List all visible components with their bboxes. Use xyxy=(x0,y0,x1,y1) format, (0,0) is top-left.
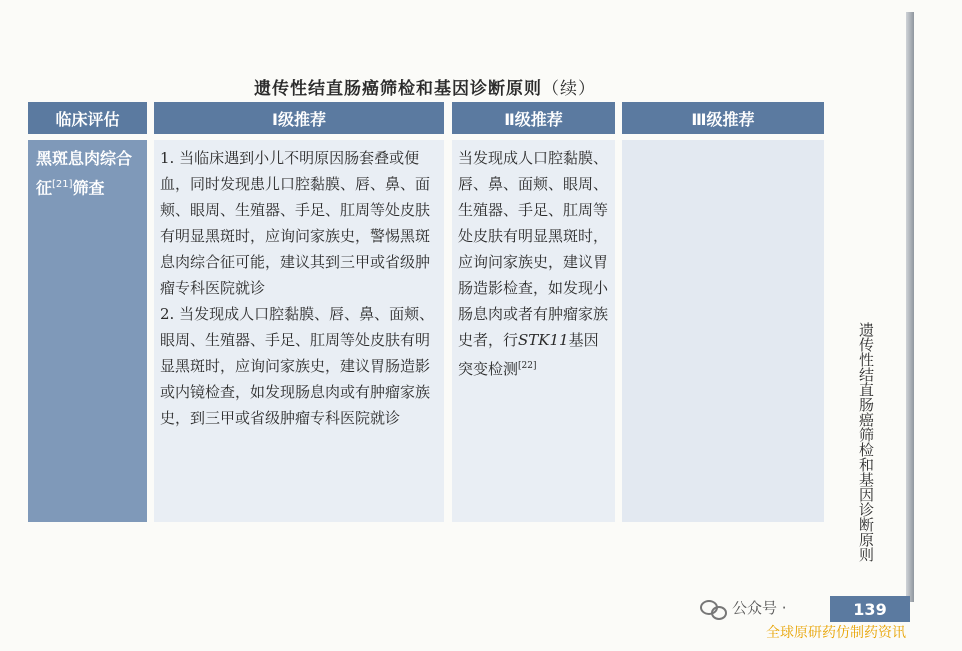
assessment-ref: [21] xyxy=(52,179,73,190)
level1-item-2: 2. 当发现成人口腔黏膜、唇、鼻、面颊、眼周、生殖器、手足、肛周等处皮肤有明显黑斑时，应询问家族史，建议胃肠造影或内镜检查，如发现肠息肉或有肿瘤家族史，到三甲或省级肿瘤专科医院就诊 xyxy=(160,305,435,427)
level2-text: 当发现成人口腔黏膜、唇、鼻、面颊、眼周、生殖器、手足、肛周等处皮肤有明显黑斑时，应询问家族史，建议胃肠造影检查，如发现小肠息肉或者有肿瘤家族史者，行 xyxy=(458,149,609,349)
assessment-name: 黑斑息肉综合征 xyxy=(36,149,133,198)
header-level1: Ⅰ级推荐 xyxy=(154,102,444,134)
level2-ref: [22] xyxy=(518,361,537,371)
assessment-tail: 筛查 xyxy=(72,178,105,198)
cell-level2 xyxy=(452,140,615,522)
page-edge xyxy=(906,12,914,602)
level2-gene: STK11 xyxy=(518,331,569,349)
wechat-icon xyxy=(700,598,726,618)
header-clinical-assessment: 临床评估 xyxy=(28,102,147,134)
cell-level1 xyxy=(154,140,444,522)
page-number: 139 xyxy=(830,596,910,622)
wechat-badge xyxy=(700,597,787,618)
side-chapter-label: 遗传性结直肠癌筛检和基因诊断原则 xyxy=(857,322,875,562)
wechat-account-name: 全球原研药仿制药资讯 xyxy=(766,625,906,641)
wechat-prefix: 公众号 · xyxy=(732,599,787,617)
level1-item-1: 1. 当临床遇到小儿不明原因肠套叠或便血，同时发现患儿口腔黏膜、唇、鼻、面颊、眼周、生殖器、手足、肛周等处皮肤有明显黑斑时，应询问家族史，警惕黑斑息肉综合征可能，建议其到三甲或省级肿瘤专科医院就诊 xyxy=(160,149,431,297)
title-suffix: （续） xyxy=(542,79,596,99)
header-level2: Ⅱ级推荐 xyxy=(452,102,615,134)
cell-clinical-assessment xyxy=(28,140,147,522)
cell-level3 xyxy=(622,140,824,522)
header-level3: Ⅲ级推荐 xyxy=(622,102,824,134)
page-title: 遗传性结直肠癌筛检和基因诊断原则（续） xyxy=(254,79,596,99)
level2-tail: 基因突变检测 xyxy=(458,331,599,378)
